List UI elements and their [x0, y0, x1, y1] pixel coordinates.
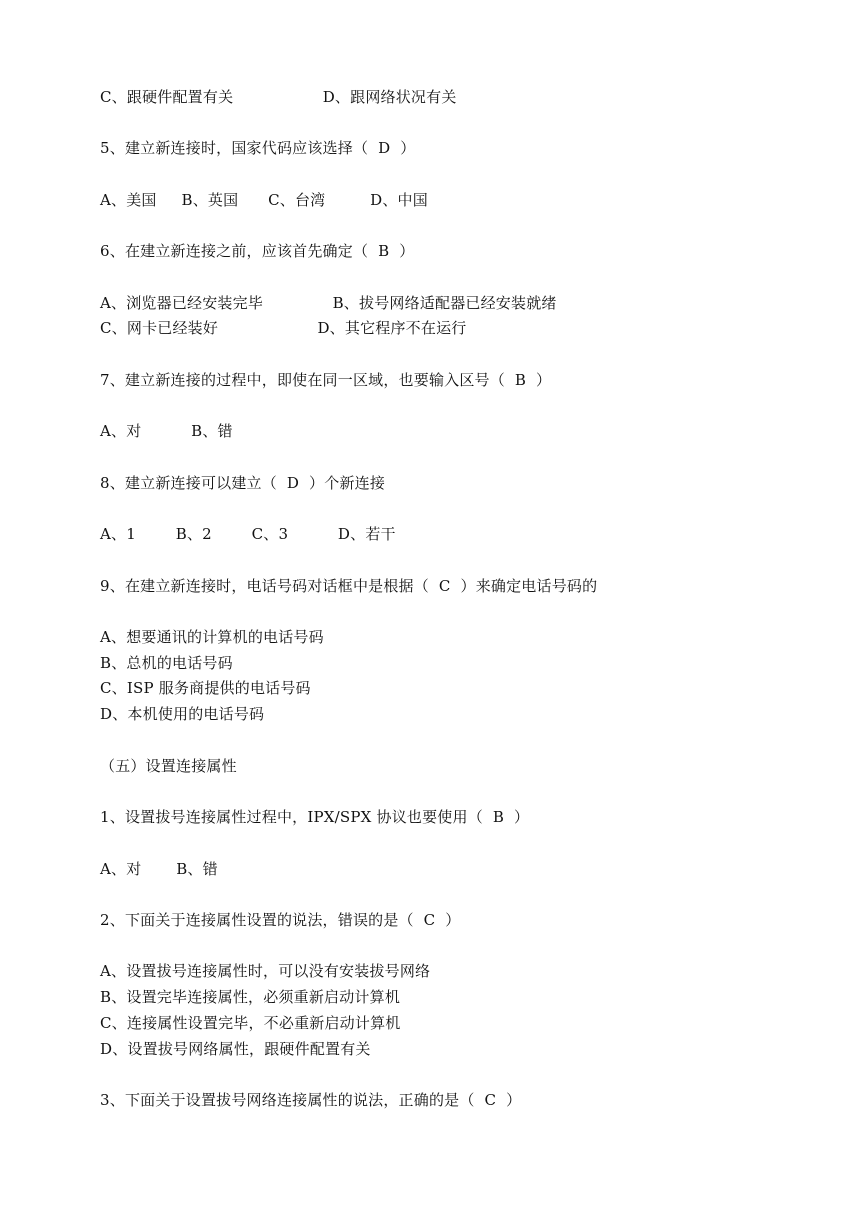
option-line: B、设置完毕连接属性，必须重新启动计算机 — [100, 988, 401, 1006]
option-line: D、设置拔号网络属性，跟硬件配置有关 — [100, 1040, 371, 1058]
option-line: A、设置拔号连接属性时，可以没有安装拔号网络 — [100, 962, 431, 980]
option-line: C、连接属性设置完毕，不必重新启动计算机 — [100, 1014, 401, 1032]
question-line: 1、设置拔号连接属性过程中，IPX/SPX 协议也要使用（ B ） — [100, 808, 530, 826]
option-line: A、浏览器已经安装完毕 B、拔号网络适配器已经安装就绪 — [100, 294, 557, 312]
options-line: A、美国 B、英国 C、台湾 D、中国 — [100, 191, 428, 209]
options-line: A、1 B、2 C、3 D、若干 — [100, 525, 396, 543]
option-line: D、本机使用的电话号码 — [100, 705, 265, 723]
option-line: B、总机的电话号码 — [100, 654, 233, 672]
question-line: 2、下面关于连接属性设置的说法，错误的是（ C ） — [100, 911, 461, 929]
options-line: A、对 B、错 — [100, 860, 218, 878]
options-line: A、对 B、错 — [100, 422, 233, 440]
section-heading: （五）设置连接属性 — [100, 757, 237, 775]
question-line: 9、在建立新连接时，电话号码对话框中是根据（ C ）来确定电话号码的 — [100, 577, 598, 595]
text-line: C、跟硬件配置有关 D、跟网络状况有关 — [100, 88, 457, 106]
question-line: 6、在建立新连接之前，应该首先确定（ B ） — [100, 242, 415, 260]
option-line: C、ISP 服务商提供的电话号码 — [100, 679, 311, 697]
question-line: 3、下面关于设置拔号网络连接属性的说法，正确的是（ C ） — [100, 1091, 522, 1109]
option-line: A、想要通讯的计算机的电话号码 — [100, 628, 324, 646]
question-line: 7、建立新连接的过程中，即使在同一区域，也要输入区号（ B ） — [100, 371, 552, 389]
question-line: 8、建立新连接可以建立（ D ）个新连接 — [100, 474, 386, 492]
question-line: 5、建立新连接时，国家代码应该选择（ D ） — [100, 139, 416, 157]
option-line: C、网卡已经装好 D、其它程序不在运行 — [100, 319, 467, 337]
